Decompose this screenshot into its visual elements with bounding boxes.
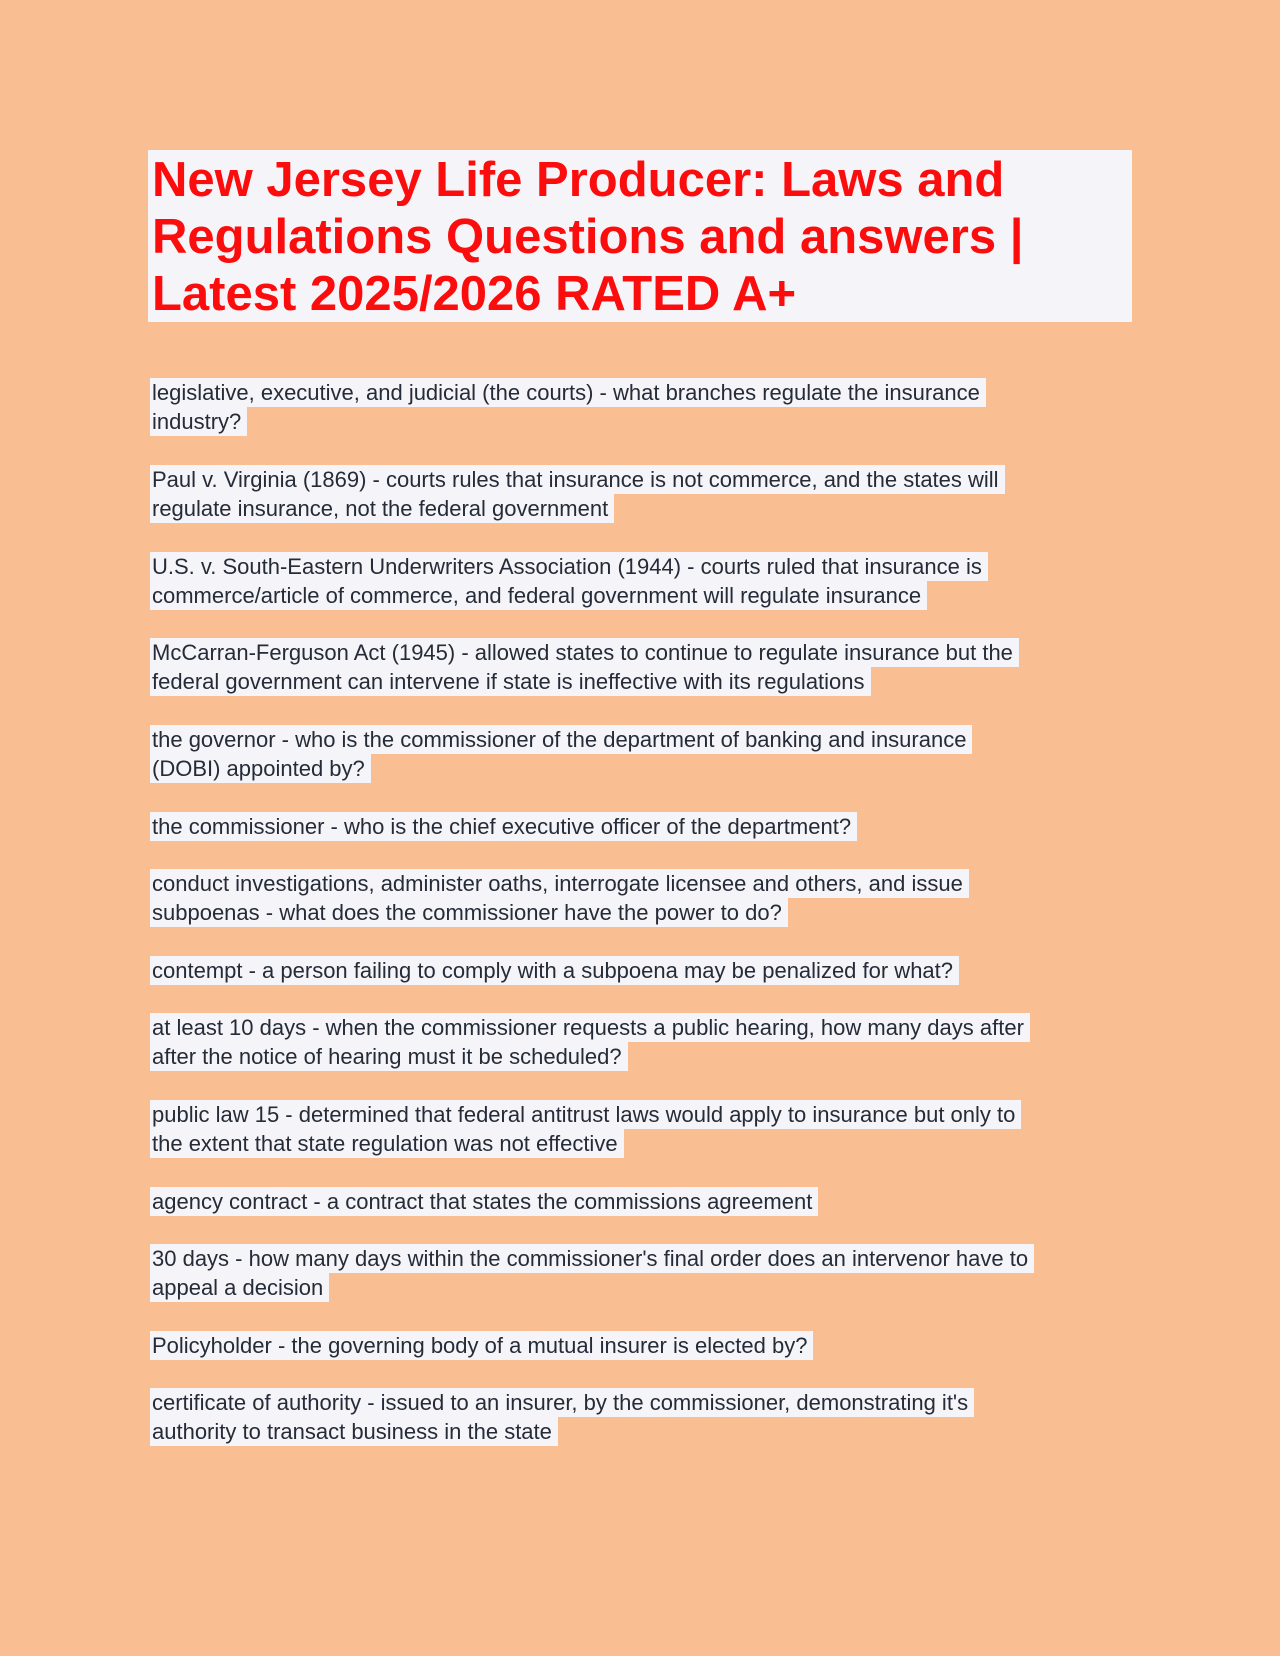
qa-item-13-line-1: Policyholder - the governing body of a mutual insurer is elected by? (150, 1331, 813, 1360)
qa-item-11-line-1: agency contract - a contract that states the commissions agreement (150, 1187, 818, 1216)
qa-item-5 (150, 725, 972, 783)
qa-item-8-line-1: contempt - a person failing to comply with a subpoena may be penalized for what? (150, 956, 959, 985)
title-line-3: Latest 2025/2026 RATED A+ (152, 267, 797, 321)
title-line-1: New Jersey Life Producer: Laws and (152, 153, 1005, 207)
qa-item-5-line-1: the governor - who is the commissioner of the department of banking and insurance (150, 725, 972, 754)
qa-item-4 (150, 638, 1019, 696)
qa-item-14 (150, 1388, 974, 1446)
title-line-2: Regulations Questions and answers | (152, 210, 1024, 264)
qa-item-12-line-1: 30 days - how many days within the commissioner's final order does an intervenor have to (150, 1244, 1034, 1273)
qa-item-11 (150, 1187, 818, 1216)
qa-item-7-line-1: conduct investigations, administer oaths, interrogate licensee and others, and issue (150, 869, 969, 898)
qa-item-1-line-1: legislative, executive, and judicial (the courts) - what branches regulate the insurance (150, 378, 986, 407)
document-title (148, 150, 1132, 322)
qa-item-3-line-2: commerce/article of commerce, and federal government will regulate insurance (150, 581, 927, 610)
qa-item-6 (150, 812, 857, 841)
qa-item-13 (150, 1331, 813, 1360)
qa-item-2 (150, 465, 1005, 523)
qa-item-10 (150, 1100, 1021, 1158)
qa-item-14-line-1: certificate of authority - issued to an insurer, by the commissioner, demonstrating it's (150, 1388, 974, 1417)
qa-item-8 (150, 956, 959, 985)
qa-item-7-line-2: subpoenas - what does the commissioner have the power to do? (150, 898, 788, 927)
qa-item-14-line-2: authority to transact business in the state (150, 1417, 558, 1446)
qa-item-3-line-1: U.S. v. South-Eastern Underwriters Association (1944) - courts ruled that insurance is (150, 552, 988, 581)
qa-item-9-line-2: after the notice of hearing must it be scheduled? (150, 1042, 628, 1071)
qa-item-12-line-2: appeal a decision (150, 1273, 329, 1302)
qa-item-9-line-1: at least 10 days - when the commissioner requests a public hearing, how many days after (150, 1013, 1030, 1042)
qa-item-7 (150, 869, 969, 927)
qa-item-6-line-1: the commissioner - who is the chief executive officer of the department? (150, 812, 857, 841)
qa-item-5-line-2: (DOBI) appointed by? (150, 754, 371, 783)
qa-item-1-line-2: industry? (150, 407, 247, 436)
qa-item-10-line-1: public law 15 - determined that federal antitrust laws would apply to insurance but only to (150, 1100, 1021, 1129)
qa-item-2-line-1: Paul v. Virginia (1869) - courts rules that insurance is not commerce, and the states will (150, 465, 1005, 494)
qa-item-2-line-2: regulate insurance, not the federal government (150, 494, 614, 523)
qa-item-12 (150, 1244, 1034, 1302)
qa-item-4-line-2: federal government can intervene if state is ineffective with its regulations (150, 667, 871, 696)
qa-item-9 (150, 1013, 1030, 1071)
qa-item-3 (150, 552, 988, 610)
qa-item-10-line-2: the extent that state regulation was not effective (150, 1129, 624, 1158)
qa-item-1 (150, 378, 986, 436)
qa-item-4-line-1: McCarran-Ferguson Act (1945) - allowed states to continue to regulate insurance but the (150, 638, 1019, 667)
